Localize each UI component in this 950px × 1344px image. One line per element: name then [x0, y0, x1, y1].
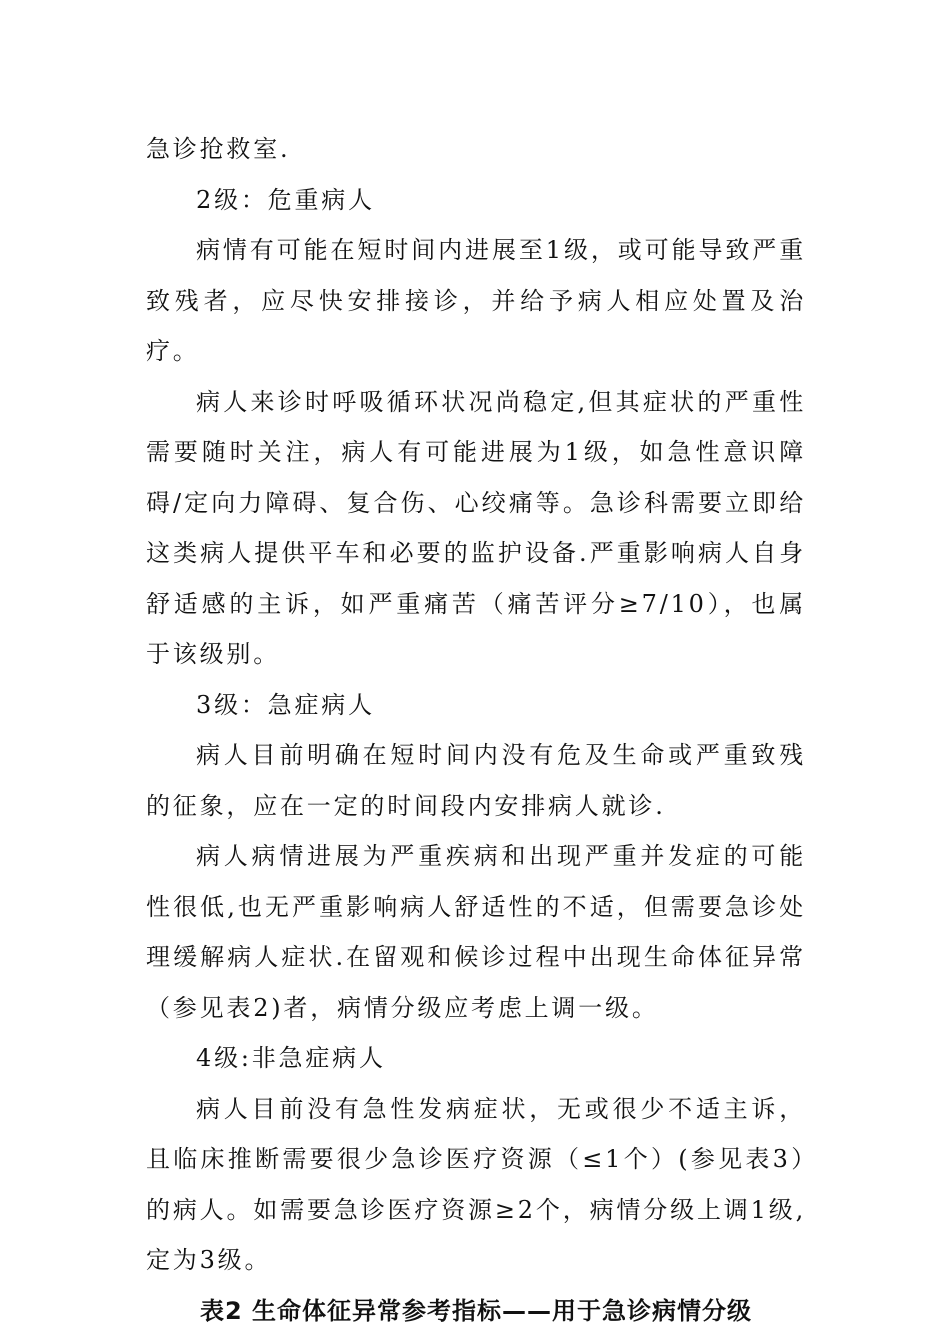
level-3-definition: 病人目前明确在短时间内没有危及生命或严重致残的征象，应在一定的时间段内安排病人就诊.: [146, 741, 806, 820]
level-4-heading: 4级:非急症病人: [196, 1044, 386, 1072]
document-body: [146, 124, 806, 1336]
paragraph-continuation: 急诊抢救室.: [146, 135, 291, 163]
table-2-title: 表2 生命体征异常参考指标——用于急诊病情分级: [199, 1296, 753, 1325]
level-2-definition: 病情有可能在短时间内进展至1级，或可能导致严重致残者，应尽快安排接诊，并给予病人相应处置及治疗。: [146, 236, 806, 365]
level-3-heading: 3级：急症病人: [196, 690, 375, 719]
level-2-description: 病人来诊时呼吸循环状况尚稳定,但其症状的严重性需要随时关注，病人有可能进展为1级，如急性意识障碍/定向力障碍、复合伤、心绞痛等。急诊科需要立即给这类病人提供平车和必要的监护设备.严重影响病人自身舒适感的主诉，如严重痛苦（痛苦评分≥7/10），也属于该级别。: [146, 387, 806, 668]
level-2-heading: 2级：危重病人: [196, 185, 375, 214]
level-3-description: 病人病情进展为严重疾病和出现严重并发症的可能性很低,也无严重影响病人舒适性的不适，但需要急诊处理缓解病人症状.在留观和候诊过程中出现生命体征异常（参见表2)者，病情分级应考虑上调一级。: [146, 842, 806, 1022]
level-4-definition: 病人目前没有急性发病症状，无或很少不适主诉，且临床推断需要很少急诊医疗资源（≤1个）(参见表3）的病人。如需要急诊医疗资源≥2个，病情分级上调1级,定为3级。: [146, 1094, 806, 1274]
